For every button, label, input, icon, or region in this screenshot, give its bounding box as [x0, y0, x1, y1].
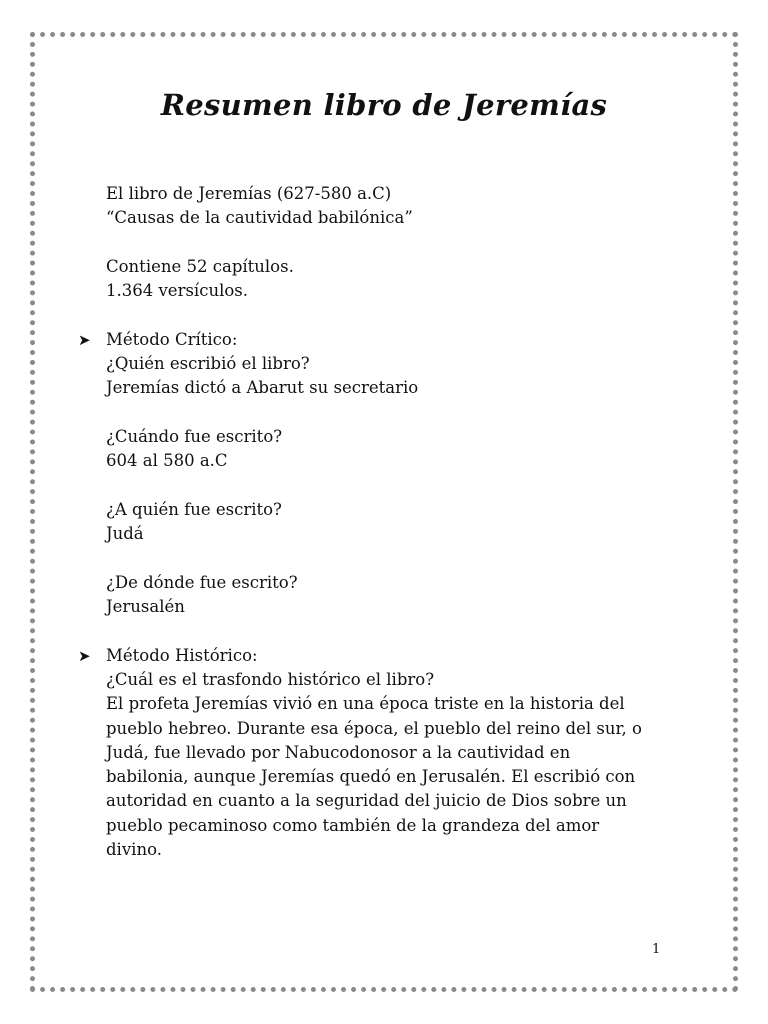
question: ¿Cuál es el trasfondo histórico el libro?	[106, 669, 435, 689]
section-critico-heading	[78, 328, 706, 352]
intro-line: “Causas de la cautividad babilónica”	[106, 208, 413, 228]
intro-line: Contiene 52 capítulos.	[106, 256, 294, 276]
section-heading: Método Crítico:	[106, 329, 238, 349]
question: ¿A quién fue escrito?	[106, 499, 282, 519]
page-number: 1	[652, 942, 661, 957]
intro-line: El libro de Jeremías (627-580 a.C)	[106, 184, 392, 203]
document-body	[78, 182, 706, 862]
question: ¿Cuándo fue escrito?	[106, 426, 283, 446]
answer: Jeremías dictó a Abarut su secretario	[106, 378, 419, 398]
question: ¿Quién escribió el libro?	[106, 354, 310, 374]
paragraph-line: babilonia, aunque Jeremías quedó en Jerusalén. El escribió con	[106, 767, 636, 787]
paragraph-line: Judá, fue llevado por Nabucodonosor a la cautividad en	[106, 742, 571, 762]
page-title: Resumen libro de Jeremías	[160, 88, 608, 122]
arrow-bullet-icon: ➤	[78, 330, 91, 349]
answer: Judá	[106, 524, 144, 544]
intro-line: 1.364 versículos.	[106, 281, 248, 301]
paragraph-line: pueblo hebreo. Durante esa época, el pueblo del reino del sur, o	[106, 718, 642, 738]
answer: 604 al 580 a.C	[106, 451, 228, 471]
section-heading: Método Histórico:	[106, 645, 258, 665]
question: ¿De dónde fue escrito?	[106, 572, 298, 592]
answer: Jerusalén	[106, 597, 185, 617]
arrow-bullet-icon: ➤	[78, 646, 91, 665]
paragraph-line: El profeta Jeremías vivió en una época triste en la historia del	[106, 694, 625, 714]
section-historico-heading	[78, 644, 706, 668]
paragraph-line: pueblo pecaminoso como también de la grandeza del amor	[106, 815, 600, 835]
paragraph-line: autoridad en cuanto a la seguridad del juicio de Dios sobre un	[106, 791, 627, 811]
paragraph-line: divino.	[106, 840, 162, 860]
